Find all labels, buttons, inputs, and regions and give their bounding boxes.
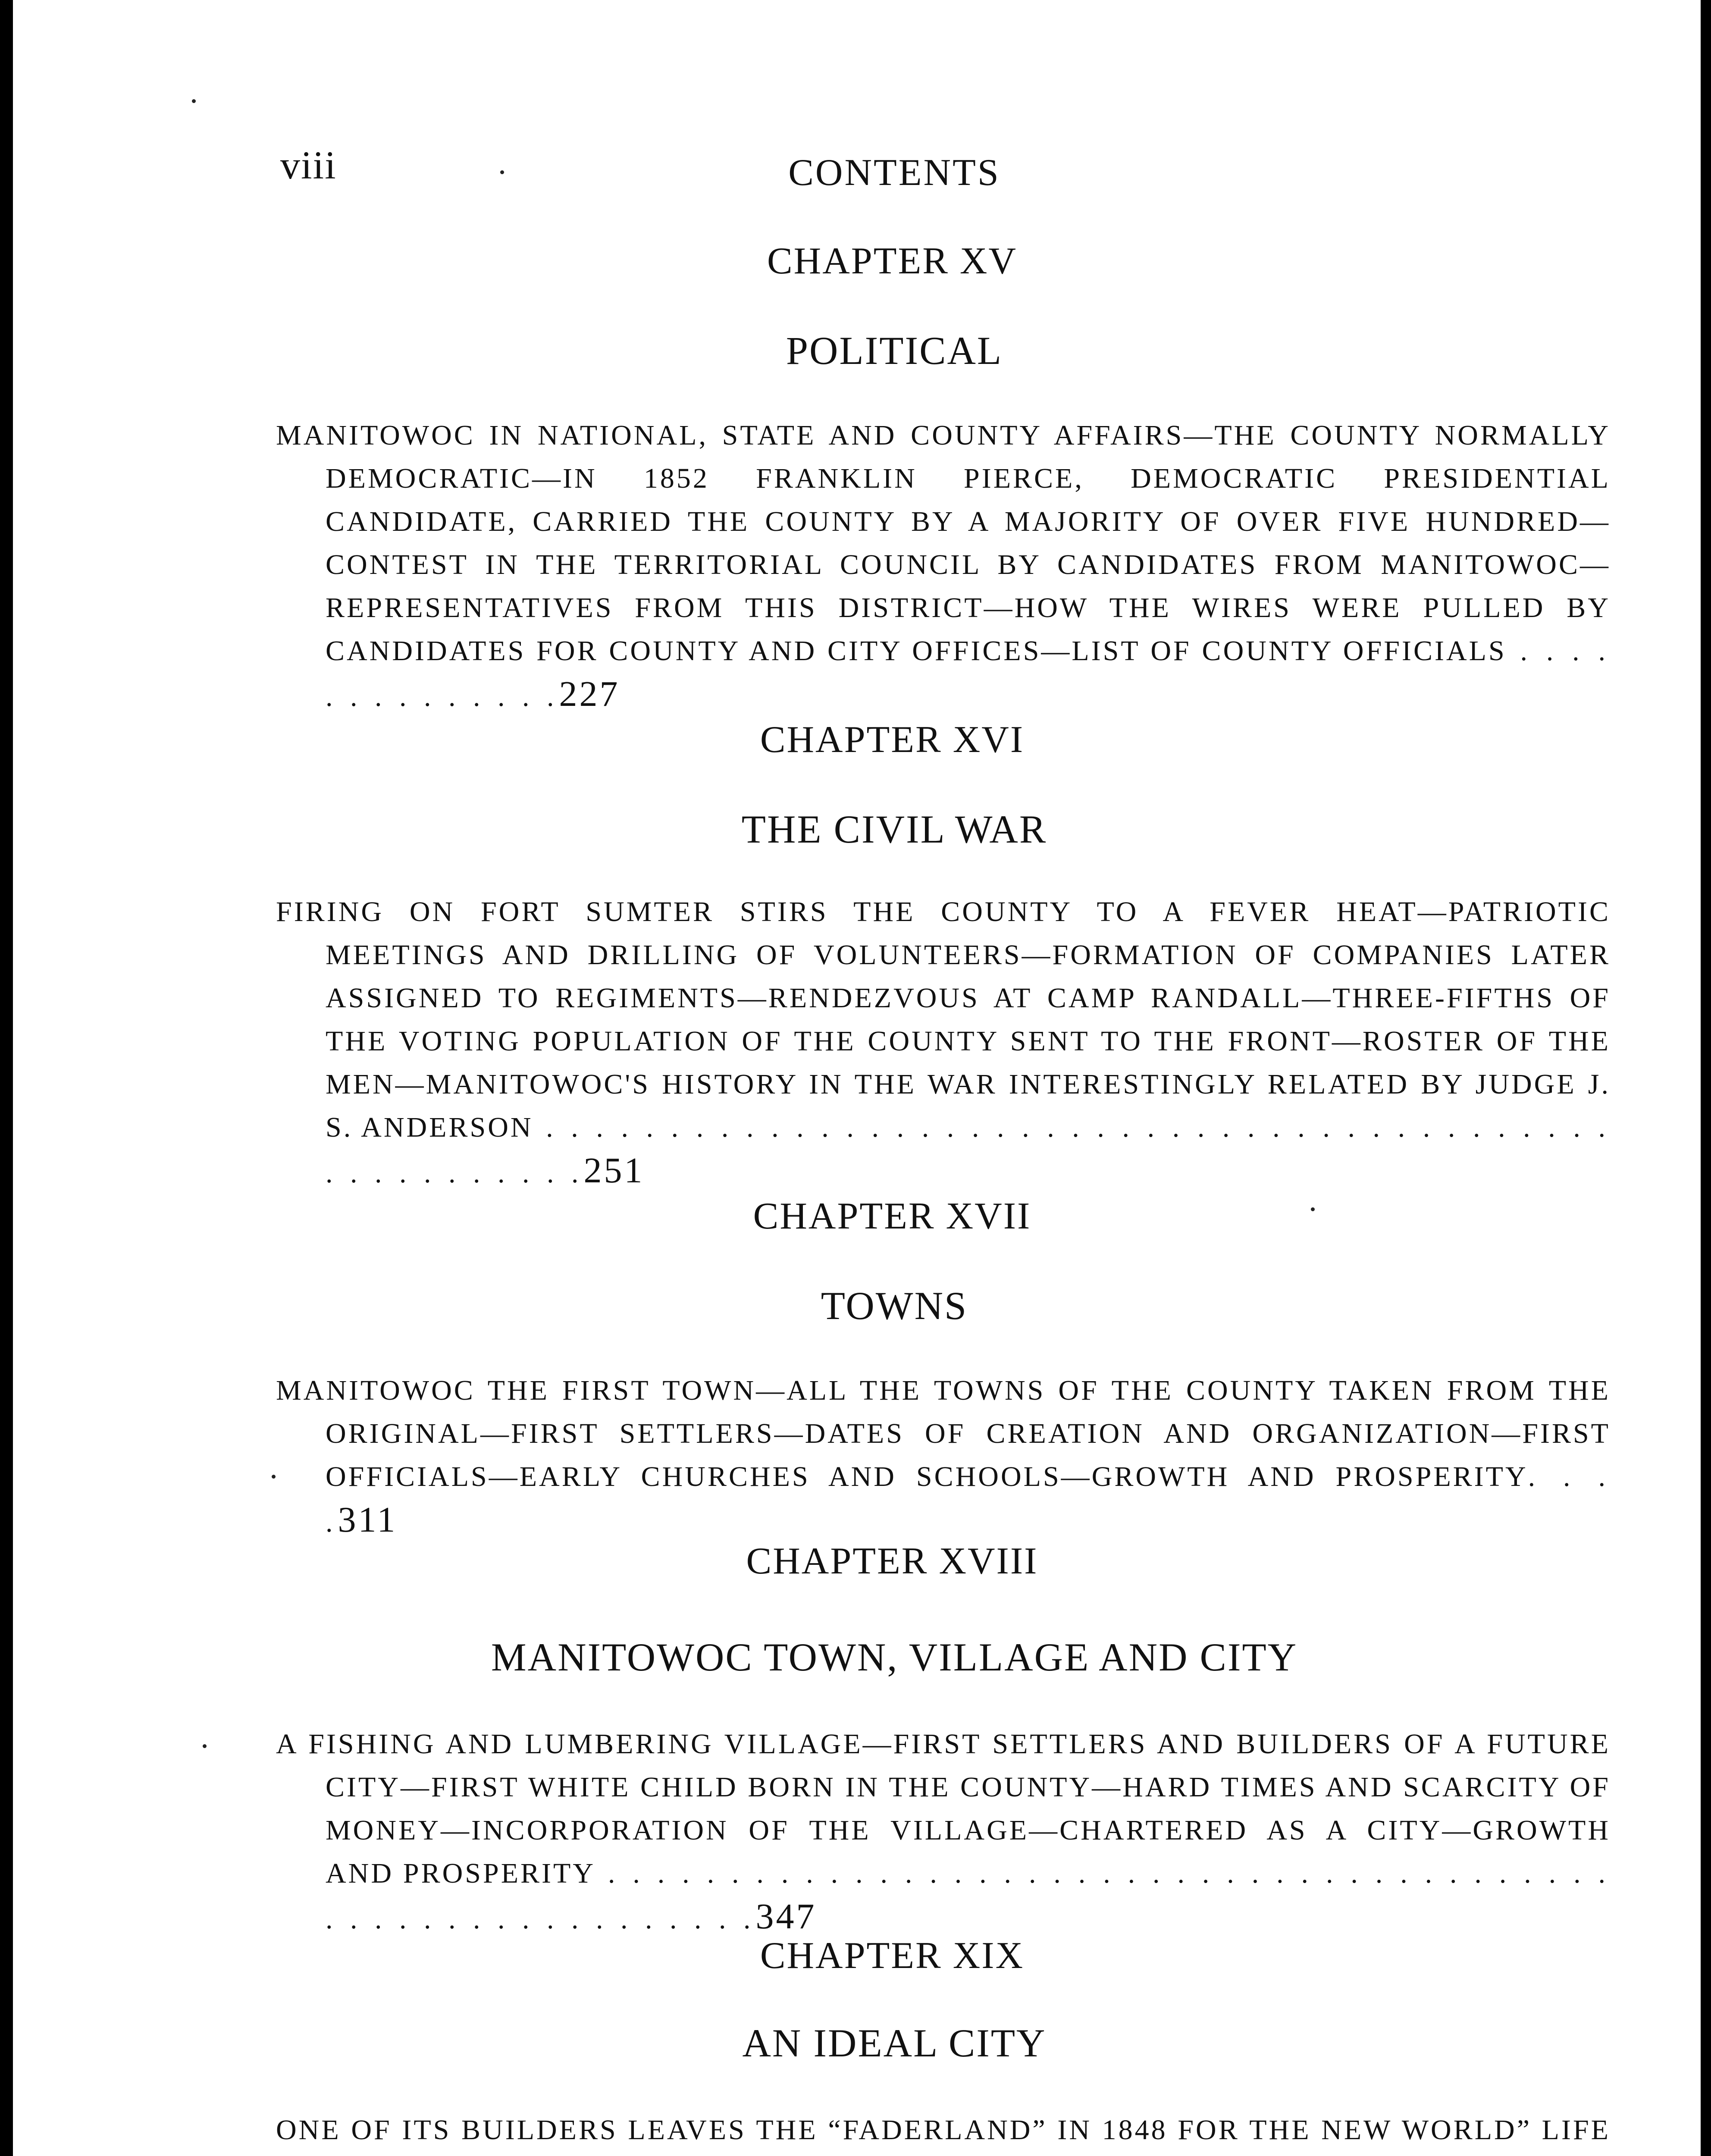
chapter-heading: CHAPTER XVII bbox=[753, 1195, 1031, 1237]
chapter-title: THE CIVIL WAR bbox=[741, 807, 1047, 851]
chapter-title: POLITICAL bbox=[786, 329, 1003, 373]
page-reference: 311 bbox=[338, 1500, 398, 1540]
chapter-title: MANITOWOC TOWN, VILLAGE AND CITY bbox=[491, 1635, 1298, 1679]
chapter-summary bbox=[276, 414, 1611, 718]
summary-text: MANITOWOC IN NATIONAL, STATE AND COUNTY AFFAIRS—THE COUNTY NORMALLY DEMOCRATIC—IN 1852 FRANKLIN PIERCE, DEMOCRATIC PRESIDENTIAL CANDIDATE, CARRIED THE COUNTY BY A MAJORITY OF OVER FIVE HUNDRED—CONTEST IN THE TERRITORIAL COUNCIL BY CANDIDATES FROM MANITOWOC—REPRESENTATIVES FROM THIS DISTRICT—HOW THE WIRES WERE PULLED BY CANDIDATES FOR COUNTY AND CITY OFFICES—LIST OF COUNTY OFFICIALS bbox=[276, 420, 1611, 667]
running-head: CONTENTS bbox=[788, 152, 1000, 194]
scan-speck bbox=[1311, 1207, 1315, 1211]
chapter-summary bbox=[276, 2109, 1611, 2156]
chapter-heading: CHAPTER XVIII bbox=[746, 1540, 1038, 1582]
chapter-heading: CHAPTER XV bbox=[767, 240, 1018, 282]
dot-leader: . . . . . . . . . . . . . . . . . . . . . . . . . . . . . . . . . . . . . . . . . . . . . . . . . . . . . . bbox=[326, 1112, 1611, 1189]
dot-leader: . . . . . . . . . . . . . . bbox=[326, 635, 1611, 712]
page-number: viii bbox=[280, 143, 337, 187]
scan-edge-right bbox=[1701, 0, 1711, 2156]
chapter-title: TOWNS bbox=[821, 1284, 968, 1328]
chapter-summary bbox=[276, 1369, 1611, 1544]
scan-edge-left bbox=[0, 0, 13, 2156]
chapter-heading: CHAPTER XIX bbox=[760, 1935, 1025, 1977]
dot-leader: . . . . bbox=[326, 1461, 1611, 1538]
summary-text: ONE OF ITS BUILDERS LEAVES THE “FADERLAND” IN 1848 FOR THE NEW WORLD” LIFE bbox=[276, 2114, 1611, 2146]
scan-speck bbox=[272, 1475, 276, 1479]
summary-text: A FISHING AND LUMBERING VILLAGE—FIRST SETTLERS AND BUILDERS OF A FUTURE CITY—FIRST WHITE CHILD BORN IN THE COUNTY—HARD TIMES AND SCARCITY OF MONEY—INCORPORATION OF THE VILLAGE—CHARTERED AS A CITY—GROWTH AND PROSPERITY bbox=[276, 1728, 1611, 1889]
scan-speck bbox=[500, 170, 504, 174]
page-reference: 251 bbox=[583, 1150, 645, 1191]
scan-speck bbox=[192, 99, 196, 103]
scan-speck bbox=[203, 1744, 207, 1748]
summary-text: MANITOWOC THE FIRST TOWN—ALL THE TOWNS OF THE COUNTY TAKEN FROM THE ORIGINAL—FIRST SETTLERS—DATES OF CREATION AND ORGANIZATION—FIRST OFFICIALS—EARLY CHURCHES AND SCHOOLS—GROWTH AND PROSPERITY bbox=[276, 1375, 1611, 1492]
dot-leader: . . . . . . . . . . . . . . . . . . . . . . . . . . . . . . . . . . . . . . . . . . . . . . . . . . . . . . . . . . . bbox=[326, 1858, 1611, 1935]
chapter-summary bbox=[276, 890, 1611, 1195]
chapter-heading: CHAPTER XVI bbox=[760, 719, 1025, 761]
summary-text: FIRING ON FORT SUMTER STIRS THE COUNTY TO A FEVER HEAT—PATRIOTIC MEETINGS AND DRILLING OF VOLUNTEERS—FORMATION OF COMPANIES LATER ASSIGNED TO REGIMENTS—RENDEZVOUS AT CAMP RANDALL—THREE-FIFTHS OF THE VOTING POPULATION OF THE COUNTY SENT TO THE FRONT—ROSTER OF THE MEN—MANITOWOC'S HISTORY IN THE WAR INTERESTINGLY RELATED BY JUDGE J. S. ANDERSON bbox=[276, 896, 1611, 1143]
chapter-summary bbox=[276, 1723, 1611, 1941]
page-reference: 227 bbox=[559, 674, 620, 714]
page-reference: 347 bbox=[755, 1896, 817, 1937]
chapter-title: AN IDEAL CITY bbox=[742, 2021, 1047, 2065]
